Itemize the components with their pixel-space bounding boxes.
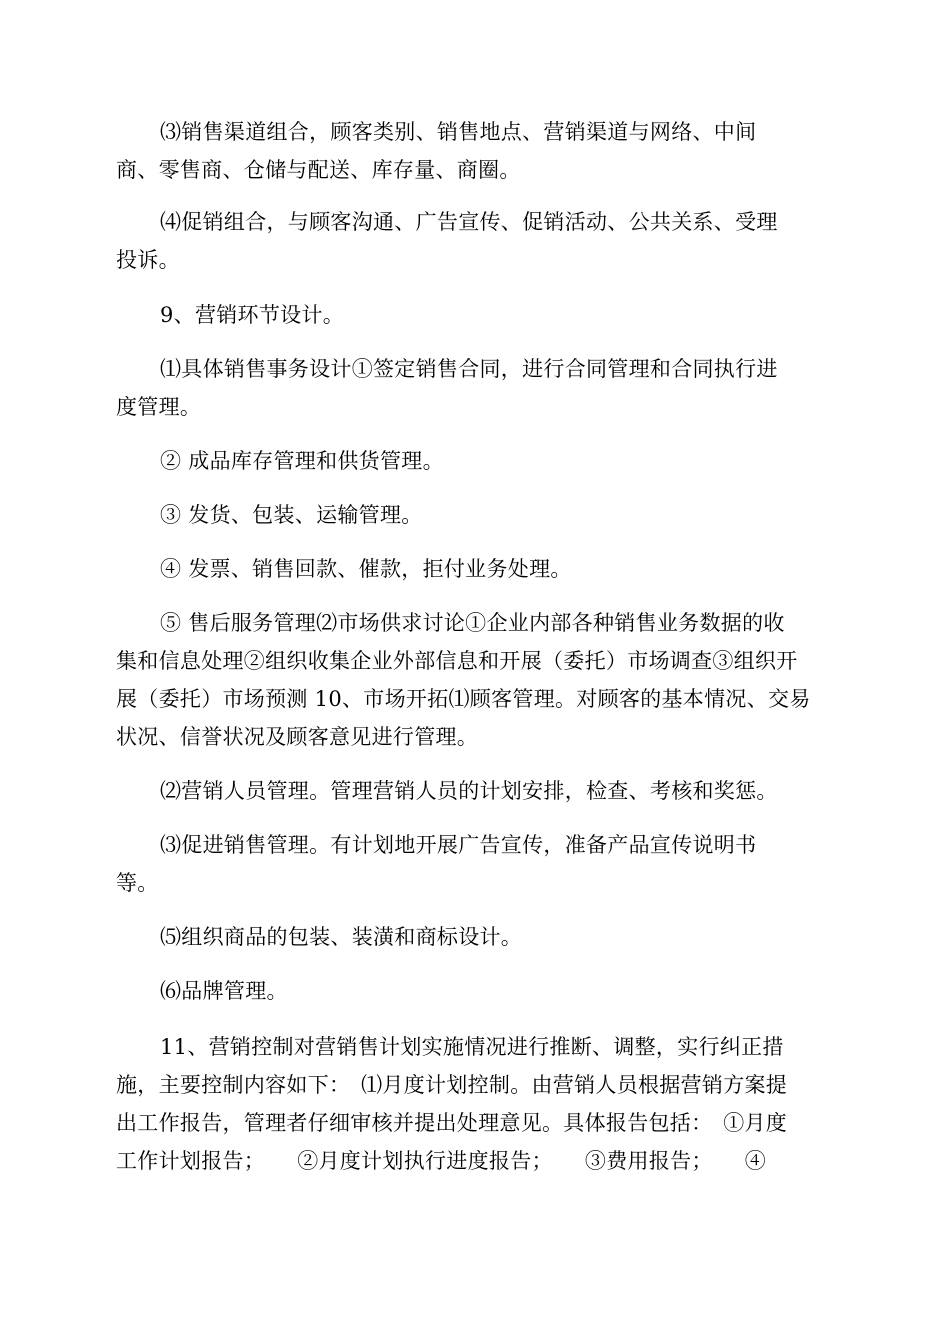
paragraph-line: ⑵营销人员管理。管理营销人员的计划安排，检查、考核和奖惩。 bbox=[160, 779, 778, 803]
paragraph-sales-staff-management bbox=[116, 772, 836, 810]
paragraph-line: 状况、信誉状况及顾客意见进行管理。 bbox=[116, 725, 479, 749]
paragraph-shipping-management bbox=[116, 496, 836, 534]
paragraph-inventory-management bbox=[116, 442, 836, 480]
paragraph-marketing-control bbox=[116, 1028, 836, 1180]
paragraph-line: 度管理。 bbox=[116, 395, 202, 419]
paragraph-sales-affairs-design bbox=[116, 350, 836, 426]
paragraph-line: 投诉。 bbox=[116, 248, 180, 272]
paragraph-promotion-mix bbox=[116, 203, 836, 279]
paragraph-line: 等。 bbox=[116, 871, 159, 895]
paragraph-invoice-management bbox=[116, 550, 836, 588]
paragraph-line: 集和信息处理②组织收集企业外部信息和开展（委托）市场调查③组织开 bbox=[116, 649, 798, 673]
paragraph-line: ⑴具体销售事务设计①签定销售合同，进行合同管理和合同执行进 bbox=[160, 357, 778, 381]
paragraph-sales-promotion-management bbox=[116, 826, 836, 902]
paragraph-line: 9、营销环节设计。 bbox=[160, 303, 345, 327]
section-heading-marketing-design bbox=[116, 296, 836, 334]
paragraph-line: 11、营销控制对营销售计划实施情况进行推断、调整，实行纠正措 bbox=[160, 1035, 784, 1059]
paragraph-line: 工作计划报告； ②月度计划执行进度报告； ③费用报告； ④ bbox=[116, 1149, 767, 1173]
paragraph-line: ⑷促销组合，与顾客沟通、广告宣传、促销活动、公共关系、受理 bbox=[160, 210, 778, 234]
paragraph-line: 展（委托）市场预测 10、市场开拓⑴顾客管理。对顾客的基本情况、交易 bbox=[116, 687, 811, 711]
paragraph-sales-channel-mix bbox=[116, 113, 836, 189]
paragraph-packaging-design bbox=[116, 918, 836, 956]
paragraph-line: ④ 发票、销售回款、催款，拒付业务处理。 bbox=[160, 557, 572, 581]
paragraph-line: ② 成品库存管理和供货管理。 bbox=[160, 449, 444, 473]
paragraph-line: ⑤ 售后服务管理⑵市场供求讨论①企业内部各种销售业务数据的收 bbox=[160, 611, 785, 635]
paragraph-line: 施，主要控制内容如下： ⑴月度计划控制。由营销人员根据营销方案提 bbox=[116, 1073, 788, 1097]
paragraph-line: ③ 发货、包装、运输管理。 bbox=[160, 503, 423, 527]
paragraph-line: 出工作报告，管理者仔细审核并提出处理意见。具体报告包括： ①月度 bbox=[116, 1111, 788, 1135]
paragraph-after-sales-market-research bbox=[116, 604, 836, 756]
paragraph-line: ⑶销售渠道组合，顾客类别、销售地点、营销渠道与网络、中间 bbox=[160, 120, 757, 144]
paragraph-line: 商、零售商、仓储与配送、库存量、商圈。 bbox=[116, 158, 521, 182]
paragraph-line: ⑹品牌管理。 bbox=[160, 979, 288, 1003]
paragraph-line: ⑸组织商品的包装、装潢和商标设计。 bbox=[160, 925, 523, 949]
paragraph-brand-management bbox=[116, 972, 836, 1010]
paragraph-line: ⑶促进销售管理。有计划地开展广告宣传，准备产品宣传说明书 bbox=[160, 833, 757, 857]
